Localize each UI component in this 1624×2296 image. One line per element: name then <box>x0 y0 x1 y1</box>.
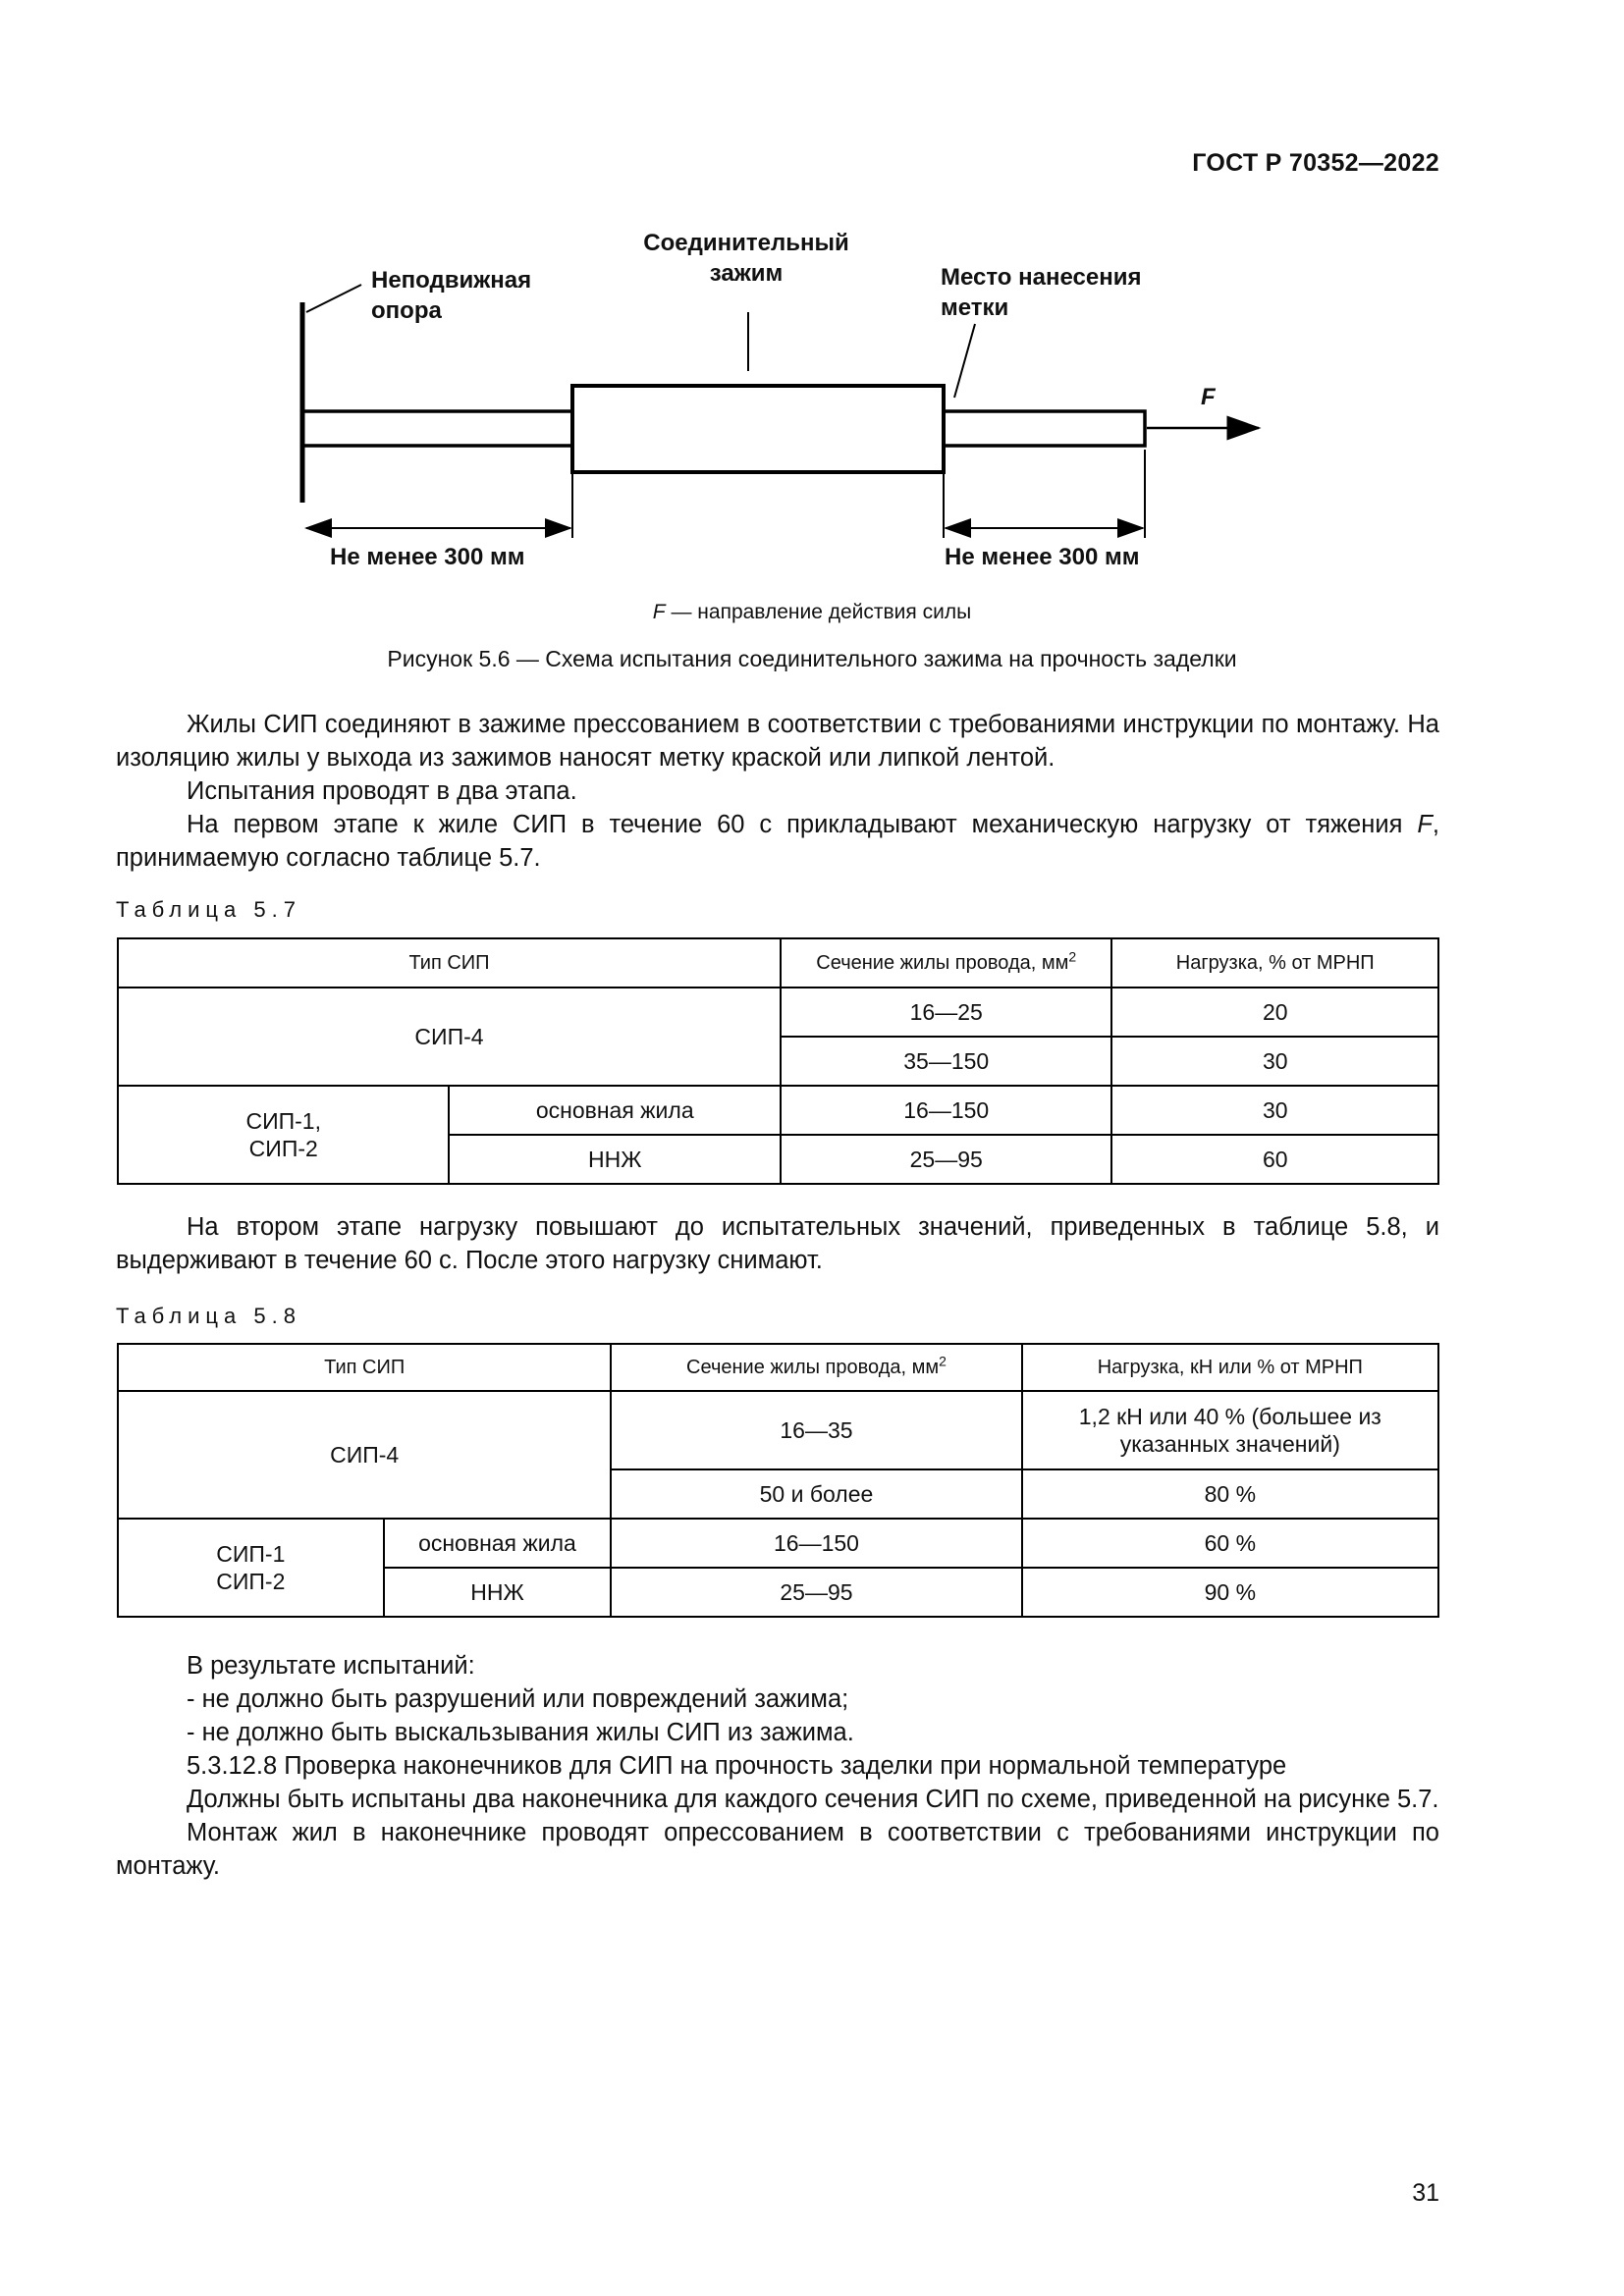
cell-section: 16—35 <box>611 1391 1021 1469</box>
label-fixed-support-line2: опора <box>371 297 442 324</box>
label-clamp-line1: Соединительный <box>643 230 849 256</box>
cell-load: 60 % <box>1022 1519 1438 1568</box>
label-fixed-support <box>371 265 531 326</box>
cell-section: 35—150 <box>781 1037 1111 1086</box>
text-run: На первом этапе к жиле СИП в течение 60 с прикладывают механическую нагрузку от тяжения <box>187 811 1418 838</box>
cell-sip12-line1: СИП-1 <box>216 1541 286 1567</box>
cell-load: 80 % <box>1022 1469 1438 1519</box>
cell-load-line1: 1,2 кН или 40 % (большее из <box>1078 1404 1381 1429</box>
label-mark-place <box>941 262 1141 323</box>
body-section-3 <box>116 1649 1439 1883</box>
test-scheme-diagram <box>0 0 1624 589</box>
left-wire <box>302 411 572 446</box>
label-mark-place-line1: Место нанесения <box>941 264 1142 291</box>
legend-text: — направление действия силы <box>665 601 972 623</box>
cell-core: ННЖ <box>449 1135 781 1184</box>
cell-load-line2: указанных значений) <box>1119 1431 1340 1457</box>
document-header: ГОСТ Р 70352—2022 <box>1192 149 1439 177</box>
table-header-row <box>118 938 1438 988</box>
table-row <box>118 1391 1438 1469</box>
text-run: , принимаемую согласно таблице 5.7. <box>116 811 1439 872</box>
table-row <box>118 988 1438 1037</box>
cell-section: 16—150 <box>781 1086 1111 1135</box>
label-dim-right: Не менее 300 мм <box>945 544 1140 570</box>
header-section <box>781 938 1111 988</box>
cell-sip12-line2: СИП-2 <box>216 1569 286 1594</box>
table-5-8-title: Таблица 5.8 <box>116 1304 301 1328</box>
paragraph: Монтаж жил в наконечнике проводят опрессованием в соответствии с требованиями инструкции по монтажу. <box>116 1819 1439 1880</box>
cell-load <box>1022 1391 1438 1469</box>
table-row <box>118 1519 1438 1568</box>
cell-section: 50 и более <box>611 1469 1021 1519</box>
cell-load: 90 % <box>1022 1568 1438 1617</box>
table-header-row <box>118 1344 1438 1391</box>
cell-sip12-line1: СИП-1, <box>245 1108 321 1134</box>
header-section <box>611 1344 1021 1391</box>
list-item: - не должно быть разрушений или повреждений зажима; <box>187 1685 849 1713</box>
header-type: Тип СИП <box>118 1344 611 1391</box>
header-load: Нагрузка, % от МРНП <box>1111 938 1438 988</box>
paragraph <box>116 808 1439 875</box>
fixed-support-leader <box>306 285 361 312</box>
cell-load: 60 <box>1111 1135 1438 1184</box>
cell-sip12-line2: СИП-2 <box>248 1136 318 1161</box>
right-wire <box>944 411 1145 446</box>
section-heading: 5.3.12.8 Проверка наконечников для СИП на прочность заделки при нормальной температуре <box>187 1752 1287 1780</box>
header-section-sup: 2 <box>1068 948 1077 965</box>
cell-sip12 <box>118 1519 384 1617</box>
table-5-7 <box>117 937 1439 1185</box>
table-5-8 <box>117 1343 1439 1618</box>
cell-section: 25—95 <box>611 1568 1021 1617</box>
page-number: 31 <box>1412 2179 1439 2207</box>
paragraph: Должны быть испытаны два наконечника для каждого сечения СИП по схеме, приведенной на рисунке 5.7. <box>187 1786 1439 1813</box>
header-load: Нагрузка, кН или % от МРНП <box>1022 1344 1438 1391</box>
cell-section: 16—25 <box>781 988 1111 1037</box>
cell-section: 16—150 <box>611 1519 1021 1568</box>
label-force: F <box>1201 384 1216 410</box>
legend-symbol: F <box>652 601 666 623</box>
cell-load: 30 <box>1111 1086 1438 1135</box>
cell-core: основная жила <box>384 1519 612 1568</box>
force-symbol: F <box>1417 811 1433 838</box>
header-section-sup: 2 <box>939 1353 947 1369</box>
paragraph: Испытания проводят в два этапа. <box>187 777 577 805</box>
body-section-1 <box>116 708 1439 875</box>
cell-sip4: СИП-4 <box>118 988 781 1086</box>
figure-legend <box>0 601 1624 624</box>
label-dim-left: Не менее 300 мм <box>330 544 525 570</box>
label-fixed-support-line1: Неподвижная <box>371 267 532 294</box>
cell-sip4: СИП-4 <box>118 1391 611 1519</box>
body-section-2 <box>116 1210 1439 1277</box>
connecting-clamp <box>572 386 944 472</box>
table-row <box>118 1086 1438 1135</box>
paragraph: В результате испытаний: <box>187 1652 475 1680</box>
mark-leader <box>954 324 975 398</box>
cell-core: ННЖ <box>384 1568 612 1617</box>
figure-caption: Рисунок 5.6 — Схема испытания соединительного зажима на прочность заделки <box>387 646 1237 671</box>
cell-load: 20 <box>1111 988 1438 1037</box>
table-5-7-title: Таблица 5.7 <box>116 897 301 922</box>
cell-sip12 <box>118 1086 449 1184</box>
label-clamp-line2: зажим <box>709 260 784 287</box>
paragraph: Жилы СИП соединяют в зажиме прессованием в соответствии с требованиями инструкции по монтажу. На изоляцию жилы у выхода из зажимов наносят метку краской или липкой лентой. <box>116 711 1439 772</box>
cell-load: 30 <box>1111 1037 1438 1086</box>
header-section-text: Сечение жилы провода, мм <box>816 952 1069 974</box>
label-mark-place-line2: метки <box>941 294 1009 321</box>
list-item: - не должно быть выскальзывания жилы СИП из зажима. <box>187 1719 854 1746</box>
cell-core: основная жила <box>449 1086 781 1135</box>
header-section-text: Сечение жилы провода, мм <box>686 1357 940 1378</box>
header-type: Тип СИП <box>118 938 781 988</box>
paragraph: На втором этапе нагрузку повышают до испытательных значений, приведенных в таблице 5.8, и выдерживают в течение 60 с. После этого нагрузку снимают. <box>116 1213 1439 1274</box>
cell-section: 25—95 <box>781 1135 1111 1184</box>
label-clamp <box>628 228 864 289</box>
